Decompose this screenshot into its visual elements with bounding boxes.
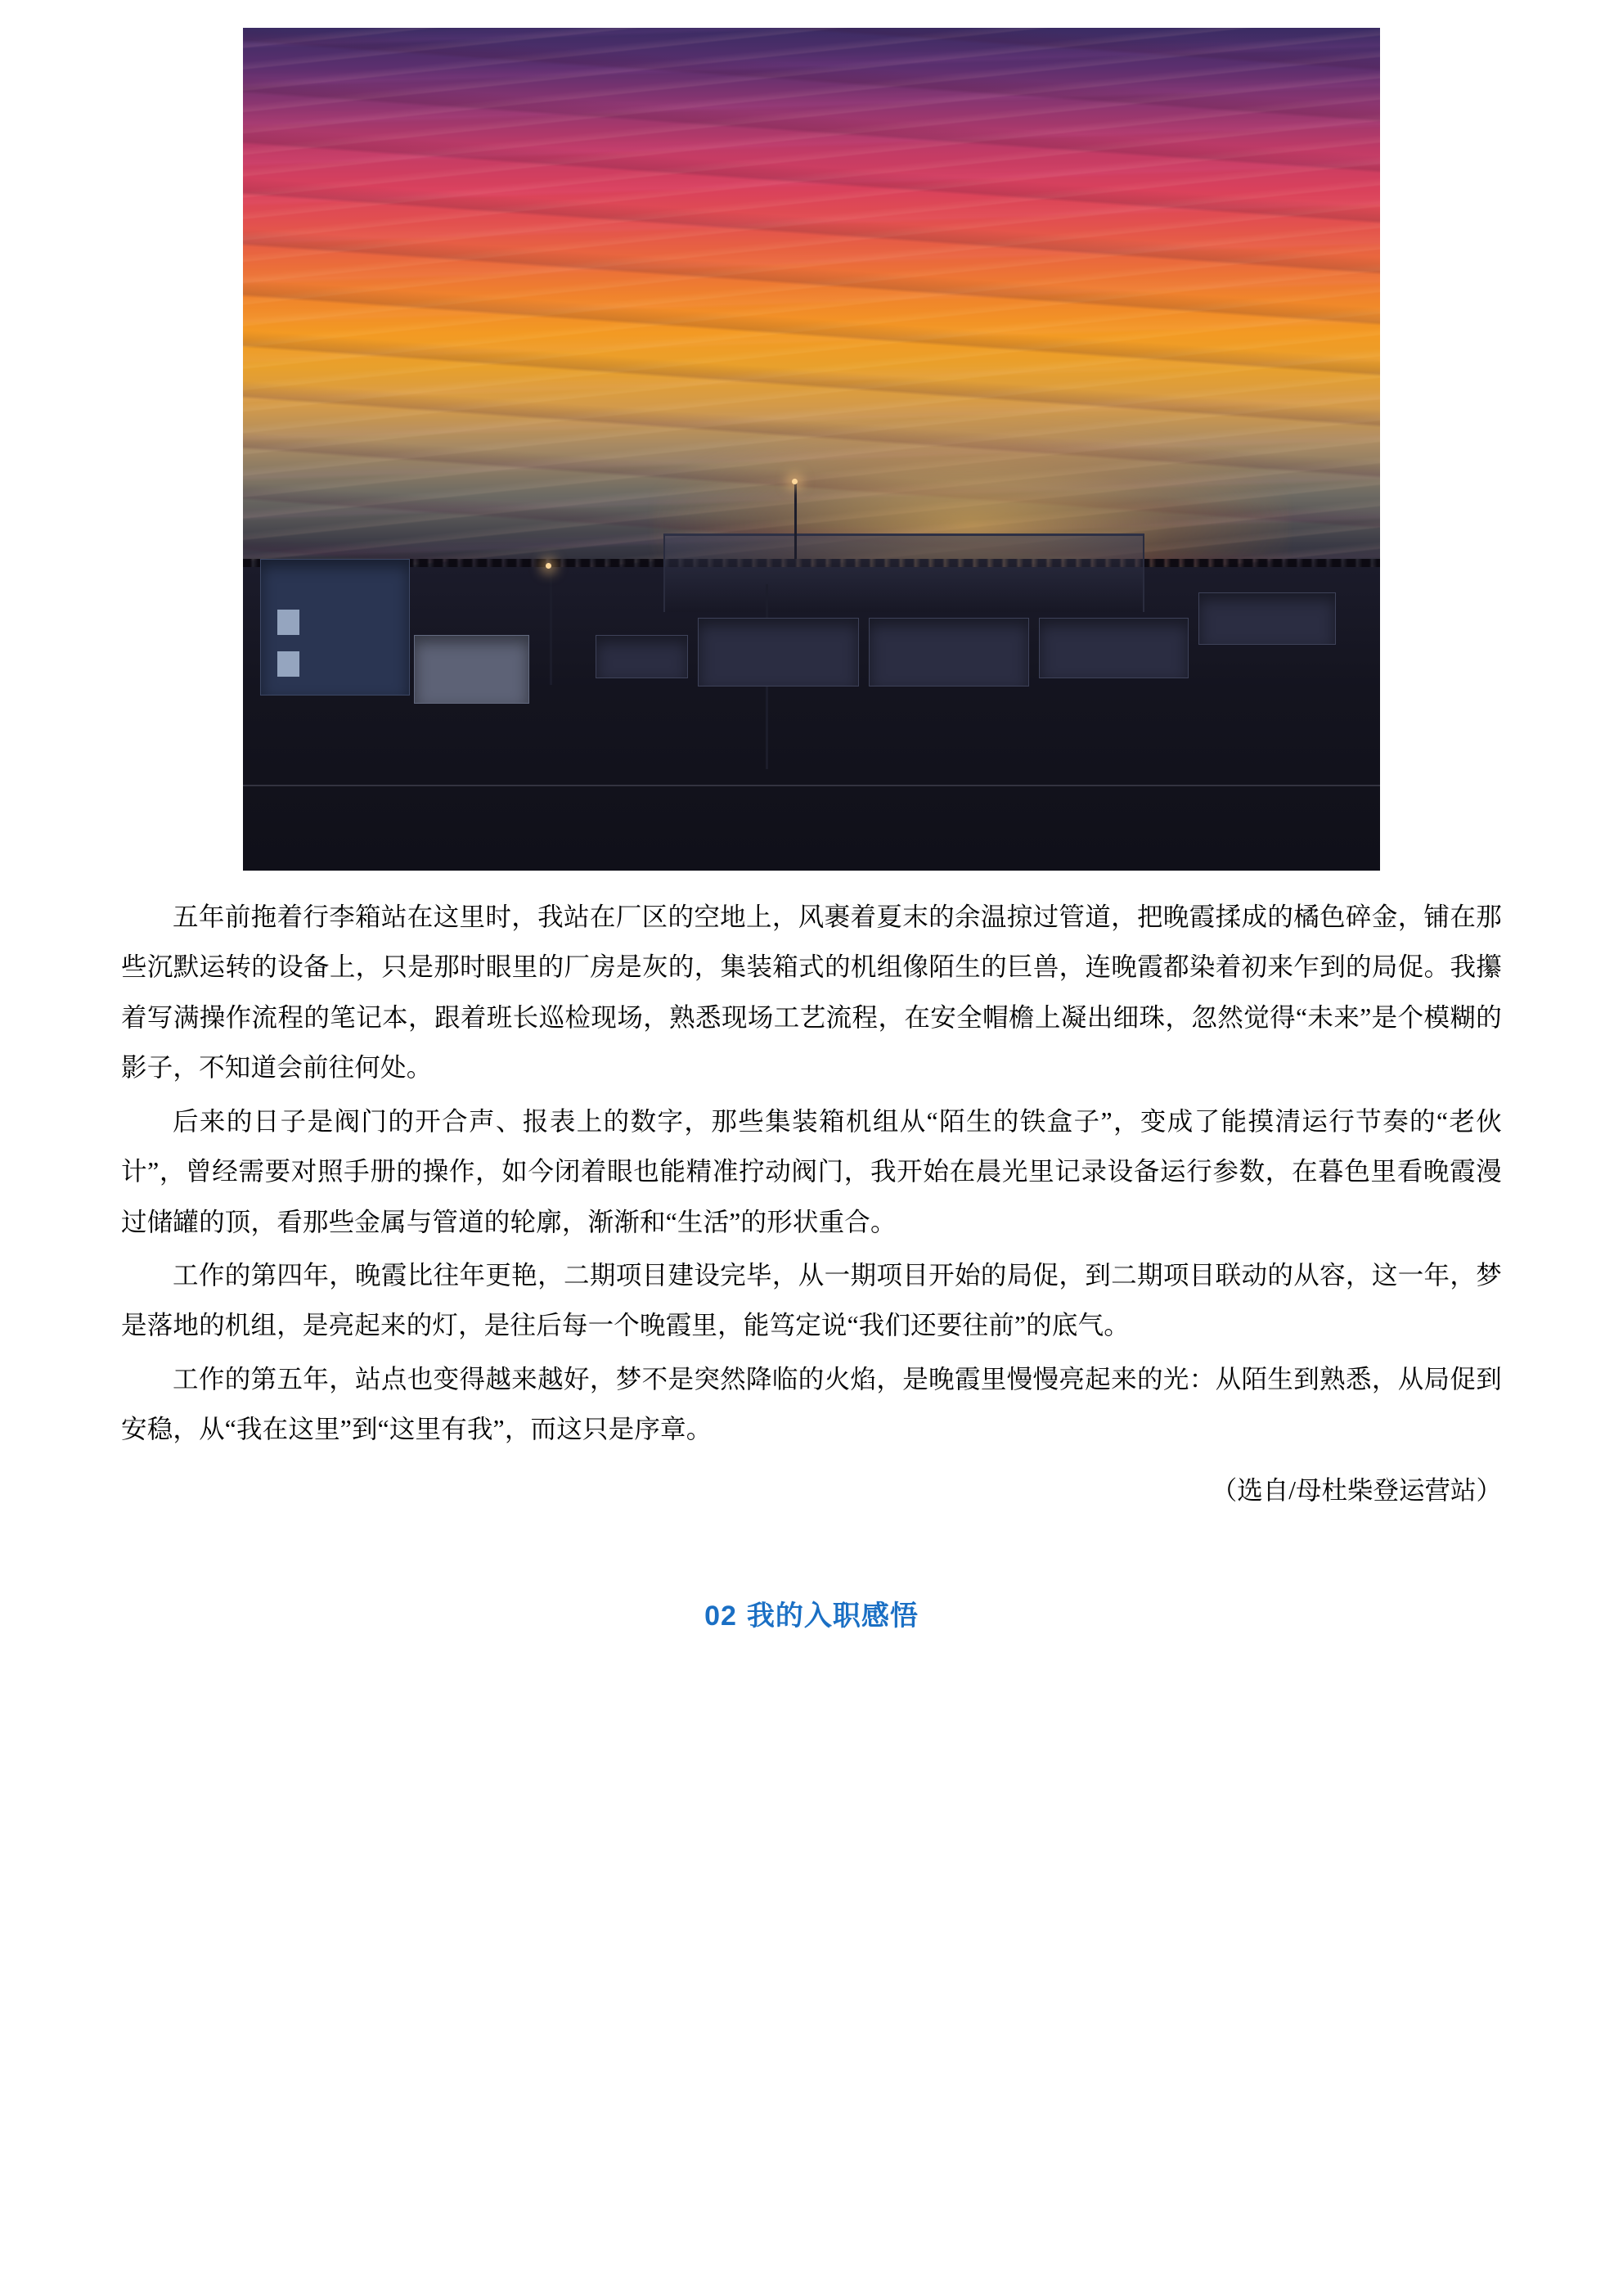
- sunset-industrial-site-photo: [243, 28, 1380, 871]
- antenna-mast: [794, 483, 797, 559]
- paragraph-4: 工作的第五年，站点也变得越来越好，梦不是突然降临的火焰，是晚霞里慢慢亮起来的光：从陌生到熟悉，从局促到安稳，从“我在这里”到“这里有我”，而这只是序章。: [121, 1364, 1502, 1444]
- container-unit-5: [1198, 592, 1337, 645]
- container-unit-4: [596, 635, 688, 679]
- white-container-unit: [414, 635, 529, 704]
- section-title: 我的入职感悟: [746, 1600, 919, 1632]
- paragraph-1: 五年前拖着行李箱站在这里时，我站在厂区的空地上，风裹着夏末的余温掠过管道，把晚霞揉成的橘色碎金，铺在那些沉默运转的设备上，只是那时眼里的厂房是灰的，集装箱式的机组像陌生的巨兽，连晚霞都染着初来乍到的局促。我攥着写满操作流程的笔记本，跟着班长巡检现场，熟悉现场工艺流程，在安全帽檐上凝出细珠，忽然觉得“未来”是个模糊的影子，不知道会前往何处。: [121, 903, 1502, 1083]
- paragraph-3: 工作的第四年，晚霞比往年更艳，二期项目建设完毕，从一期项目开始的局促，到二期项目联动的从容，这一年，梦是落地的机组，是亮起来的灯，是往后每一个晚霞里，能笃定说“我们还要往前”的底气。: [121, 1260, 1502, 1340]
- light-pole-left: [550, 567, 552, 685]
- container-unit-2: [869, 618, 1030, 687]
- pipe-rack-structure: [663, 533, 1144, 612]
- office-window-1: [277, 610, 300, 635]
- article-source-attribution: （选自/母杜柴登运营站）: [1211, 1475, 1502, 1505]
- road-edge-line: [243, 785, 1380, 786]
- section-heading: [121, 1593, 1502, 1633]
- site-lamp-1: [546, 563, 551, 569]
- office-window-2: [277, 651, 300, 677]
- section-number: 02: [704, 1600, 737, 1632]
- paragraph-2: 后来的日子是阀门的开合声、报表上的数字，那些集装箱机组从“陌生的铁盒子”，变成了能摸清运行节奏的“老伙计”，曾经需要对照手册的操作，如今闭着眼也能精准拧动阀门，我开始在晨光里记录设备运行参数，在暮色里看晚霞漫过储罐的顶，看那些金属与管道的轮廓，渐渐和“生活”的形状重合。: [121, 1106, 1502, 1236]
- article-body: [121, 892, 1502, 1515]
- container-unit-3: [1039, 618, 1189, 678]
- container-unit-1: [698, 618, 859, 687]
